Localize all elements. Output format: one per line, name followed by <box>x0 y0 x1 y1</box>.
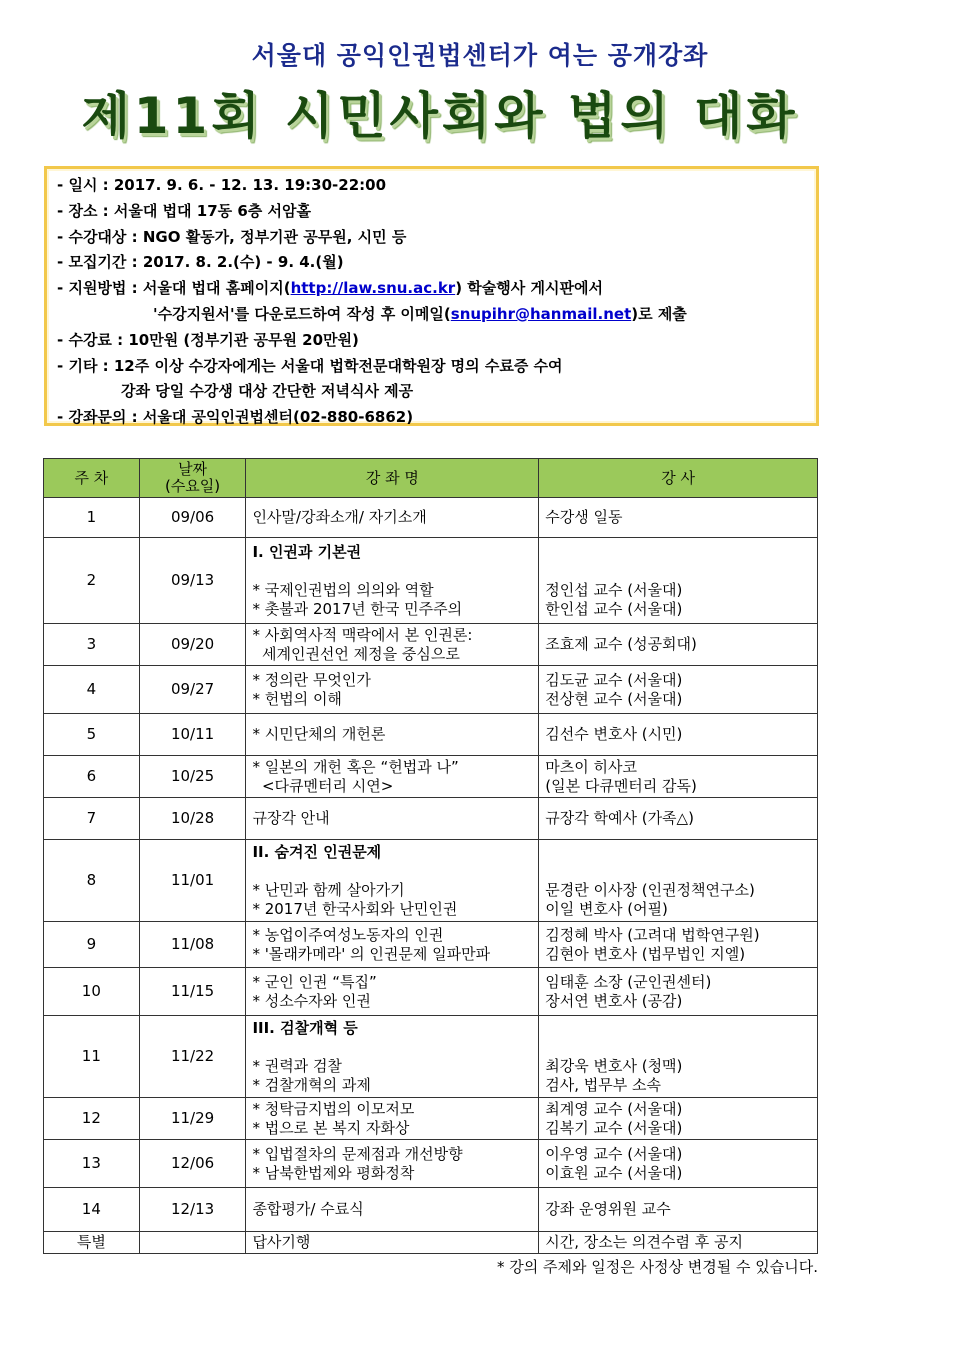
header-topic: 강 좌 명 <box>246 459 539 498</box>
lecturer-line: 김도균 교수 (서울대) <box>545 670 683 689</box>
email-link[interactable]: snupihr@hanmail.net <box>450 304 632 323</box>
subtitle: 서울대 공익인권법센터가 여는 공개강좌 <box>251 41 709 70</box>
cell-week: 1 <box>44 498 140 538</box>
table-row <box>44 798 818 840</box>
info-apply <box>57 276 806 302</box>
apply-prefix: - 지원방법 : 서울대 법대 홈페이지( <box>57 279 291 298</box>
cell-topic <box>246 498 539 538</box>
cell-week: 5 <box>44 714 140 756</box>
info-contact: - 강좌문의 : 서울대 공익인권법센터(02-880-6862) <box>57 408 414 427</box>
cell-lecturer <box>539 1188 818 1232</box>
cell-week: 9 <box>44 922 140 968</box>
cell-topic <box>246 1232 539 1254</box>
cell-week: 8 <box>44 840 140 922</box>
table-row <box>44 498 818 538</box>
topic-line: * 헌법의 이해 <box>252 689 342 708</box>
cell-week: 4 <box>44 666 140 714</box>
cell-date: 11/01 <box>139 840 246 922</box>
lecturer-line: 최계영 교수 (서울대) <box>545 1099 683 1118</box>
cell-lecturer <box>539 1016 818 1098</box>
topic-line: * 시민단체의 개헌론 <box>252 725 386 743</box>
header-date-top: 날짜 <box>178 460 208 478</box>
info-target: - 수강대상 : NGO 활동가, 정부기관 공무원, 시민 등 <box>57 227 407 246</box>
lecturer-line: 강좌 운영위원 교수 <box>545 1200 671 1218</box>
cell-lecturer <box>539 840 818 922</box>
topic-line: * 검찰개혁의 과제 <box>252 1075 371 1094</box>
lecturer-line: 임태훈 소장 (군인권센터) <box>545 972 712 991</box>
cell-date: 10/11 <box>139 714 246 756</box>
apply2-prefix: '수강지원서'를 다운로드하여 작성 후 이메일( <box>153 304 451 323</box>
cell-lecturer <box>539 968 818 1016</box>
cell-topic <box>246 922 539 968</box>
apply2-suffix: )로 제출 <box>631 304 687 323</box>
header-date <box>139 459 246 498</box>
table-header-row <box>44 459 818 498</box>
topic-line: * 농업이주여성노동자의 인권 <box>252 925 444 944</box>
lecturer-line: 문경란 이사장 (인권정책연구소) <box>545 880 755 899</box>
table-row <box>44 1098 818 1140</box>
cell-lecturer <box>539 498 818 538</box>
header-week: 주 차 <box>44 459 140 498</box>
table-row <box>44 666 818 714</box>
topic-line: * 군인 인권 “특집” <box>252 972 377 991</box>
topic-line: * 정의란 무엇인가 <box>252 670 371 689</box>
lecturer-line: 전상현 교수 (서울대) <box>545 689 683 708</box>
lecturer-line: 최강욱 변호사 (청맥) <box>545 1056 683 1075</box>
info-etc-2: 강좌 당일 수강생 대상 간단한 저녁식사 제공 <box>121 382 414 401</box>
lecturer-spacer <box>545 843 811 881</box>
info-apply-2 <box>57 302 806 328</box>
lecturer-line: (일본 다큐멘터리 감독) <box>545 776 697 795</box>
topic-section-heading: III. 검찰개혁 등 <box>252 1018 358 1037</box>
cell-topic <box>246 624 539 666</box>
lecturer-line: 김선수 변호사 (시민) <box>545 725 683 743</box>
lecturer-line: 장서연 변호사 (공감) <box>545 991 683 1010</box>
cell-date: 10/28 <box>139 798 246 840</box>
cell-topic <box>246 1016 539 1098</box>
lecturer-spacer <box>545 1019 811 1057</box>
cell-date: 12/13 <box>139 1188 246 1232</box>
table-row <box>44 714 818 756</box>
topic-line: 종합평가/ 수료식 <box>252 1200 364 1218</box>
topic-line: 답사기행 <box>252 1233 311 1251</box>
cell-lecturer <box>539 756 818 798</box>
topic-section-heading: II. 숨겨진 인권문제 <box>252 842 382 861</box>
topic-section-heading: I. 인권과 기본권 <box>252 542 362 561</box>
cell-lecturer <box>539 538 818 624</box>
cell-lecturer <box>539 1098 818 1140</box>
cell-date: 10/25 <box>139 756 246 798</box>
cell-date: 09/13 <box>139 538 246 624</box>
topic-line: * '몰래카메라' 의 인권문제 일파만파 <box>252 944 491 963</box>
topic-line: * 청탁금지법의 이모저모 <box>252 1099 415 1118</box>
cell-week: 14 <box>44 1188 140 1232</box>
topic-line: <다큐멘터리 시연> <box>252 776 394 795</box>
info-recruit: - 모집기간 : 2017. 8. 2.(수) - 9. 4.(월) <box>57 253 344 272</box>
topic-line: * 일본의 개헌 혹은 “헌법과 나” <box>252 757 459 776</box>
topic-line: * 성소수자와 인권 <box>252 991 371 1010</box>
lecturer-line: 김복기 교수 (서울대) <box>545 1118 683 1137</box>
cell-lecturer <box>539 1232 818 1254</box>
cell-week: 7 <box>44 798 140 840</box>
topic-line: 세계인권선언 제정을 중심으로 <box>252 644 460 663</box>
table-row <box>44 1016 818 1098</box>
cell-topic <box>246 798 539 840</box>
topic-line: * 난민과 함께 살아가기 <box>252 880 405 899</box>
cell-date: 09/06 <box>139 498 246 538</box>
cell-topic <box>246 1188 539 1232</box>
topic-line: * 촛불과 2017년 한국 민주주의 <box>252 599 463 618</box>
cell-topic <box>246 666 539 714</box>
notice-text: * 강의 주제와 일정은 사정상 변경될 수 있습니다. <box>497 1258 818 1276</box>
topic-line: * 2017년 한국사회와 난민인권 <box>252 899 458 918</box>
page-title: 제11회 시민사회와 법의 대화 <box>81 87 799 145</box>
info-etc: - 기타 : 12주 이상 수강자에게는 서울대 법학전문대학원장 명의 수료증 수여 <box>57 356 563 375</box>
cell-lecturer <box>539 714 818 756</box>
lecturer-line: 이일 변호사 (어필) <box>545 899 668 918</box>
lecturer-line: 수강생 일동 <box>545 508 623 526</box>
lecturer-line: 이우영 교수 (서울대) <box>545 1144 683 1163</box>
cell-topic <box>246 840 539 922</box>
cell-topic <box>246 1098 539 1140</box>
cell-week: 12 <box>44 1098 140 1140</box>
table-row <box>44 968 818 1016</box>
schedule-table <box>43 458 818 1254</box>
cell-date: 11/08 <box>139 922 246 968</box>
topic-line: * 국제인권법의 의의와 역할 <box>252 580 434 599</box>
header-lecturer: 강 사 <box>539 459 818 498</box>
lecturer-spacer <box>545 543 811 581</box>
cell-lecturer <box>539 666 818 714</box>
info-fee: - 수강료 : 10만원 (정부기관 공무원 20만원) <box>57 330 359 349</box>
cell-lecturer <box>539 922 818 968</box>
table-row <box>44 1188 818 1232</box>
apply-suffix: ) 학술행사 게시판에서 <box>455 279 603 298</box>
cell-week: 3 <box>44 624 140 666</box>
lecturer-line: 이효원 교수 (서울대) <box>545 1163 683 1182</box>
cell-week: 2 <box>44 538 140 624</box>
info-date: - 일시 : 2017. 9. 6. - 12. 13. 19:30-22:00 <box>57 176 387 194</box>
cell-date: 11/15 <box>139 968 246 1016</box>
table-row <box>44 756 818 798</box>
topic-line: * 권력과 검찰 <box>252 1056 342 1075</box>
table-row <box>44 1232 818 1254</box>
lecturer-line: 조효제 교수 (성공회대) <box>545 635 697 653</box>
cell-week: 13 <box>44 1140 140 1188</box>
lecturer-line: 시간, 장소는 의견수렴 후 공지 <box>545 1233 743 1251</box>
cell-lecturer <box>539 1140 818 1188</box>
lecturer-line: 마츠이 히사코 <box>545 757 637 776</box>
info-box <box>44 166 819 426</box>
table-row <box>44 624 818 666</box>
lecturer-line: 김현아 변호사 (법무법인 지엘) <box>545 944 746 963</box>
cell-date: 11/29 <box>139 1098 246 1140</box>
cell-week: 특별 <box>44 1232 140 1254</box>
topic-line: 규장각 안내 <box>252 809 330 827</box>
table-row <box>44 538 818 624</box>
topic-line: 인사말/강좌소개/ 자기소개 <box>252 508 427 526</box>
cell-date <box>139 1232 246 1254</box>
cell-topic <box>246 1140 539 1188</box>
topic-line: * 입법절차의 문제점과 개선방향 <box>252 1144 463 1163</box>
lecturer-line: 정인섭 교수 (서울대) <box>545 580 683 599</box>
cell-week: 6 <box>44 756 140 798</box>
lecturer-line: 김정혜 박사 (고려대 법학연구원) <box>545 925 760 944</box>
homepage-link[interactable]: http://law.snu.ac.kr <box>290 279 456 298</box>
topic-line: * 남북한법제와 평화정착 <box>252 1163 415 1182</box>
cell-topic <box>246 756 539 798</box>
cell-topic <box>246 968 539 1016</box>
topic-line: * 사회역사적 맥락에서 본 인권론: <box>252 625 473 644</box>
cell-date: 12/06 <box>139 1140 246 1188</box>
cell-topic <box>246 538 539 624</box>
lecturer-line: 한인섭 교수 (서울대) <box>545 599 683 618</box>
cell-week: 10 <box>44 968 140 1016</box>
table-row <box>44 840 818 922</box>
cell-date: 09/20 <box>139 624 246 666</box>
cell-lecturer <box>539 798 818 840</box>
topic-line: * 법으로 본 복지 자화상 <box>252 1118 410 1137</box>
header-date-bottom: (수요일) <box>164 477 221 495</box>
cell-topic <box>246 714 539 756</box>
lecturer-line: 검사, 법무부 소속 <box>545 1075 661 1094</box>
cell-week: 11 <box>44 1016 140 1098</box>
table-row <box>44 1140 818 1188</box>
table-row <box>44 922 818 968</box>
cell-date: 11/22 <box>139 1016 246 1098</box>
lecturer-line: 규장각 학예사 (가족△) <box>545 809 694 827</box>
cell-date: 09/27 <box>139 666 246 714</box>
cell-lecturer <box>539 624 818 666</box>
info-place: - 장소 : 서울대 법대 17동 6층 서암홀 <box>57 201 311 220</box>
